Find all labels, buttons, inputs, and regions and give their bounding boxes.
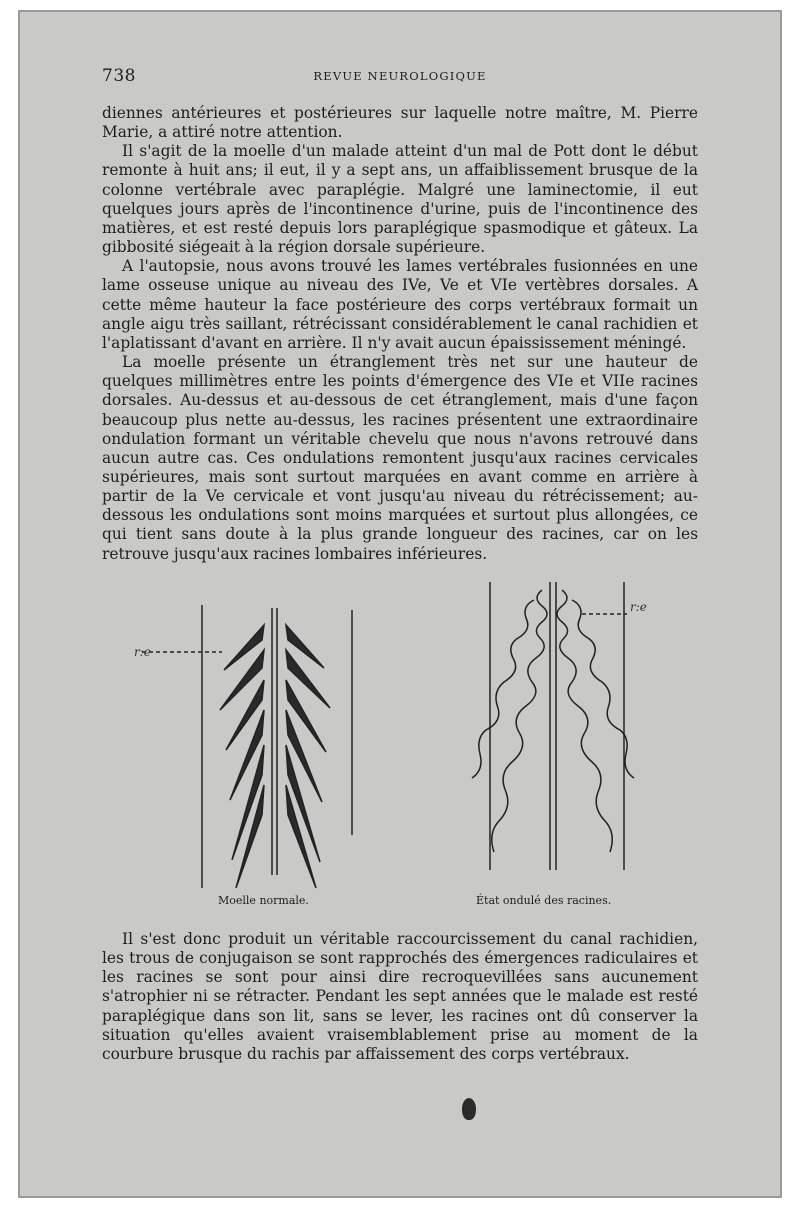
- figure-illustration: [102, 570, 698, 890]
- figure-wavy-roots: [472, 582, 634, 870]
- caption-normal-cord: Moelle normale.: [218, 894, 309, 907]
- ink-blot: [462, 1098, 476, 1120]
- page-number: 738: [102, 66, 136, 86]
- body-text-bottom: [102, 930, 698, 1064]
- paragraph-case-history: Il s'agit de la moelle d'un malade atteint d'un mal de Pott dont le début remonte à huit ans; il eut, il y a sept ans, un affaiblissement brusque de la colonne vertébrale avec paraplégie. Malgré une laminectomie, il eut quelques jours après de l'incontinence d'urine, puis de l'incontinence des matières, et est resté depuis lors paraplégique spasmodique et gâteux. La gibbosité siégeait à la région dorsale supérieure.: [102, 142, 698, 257]
- root-label-right: r:e: [630, 600, 647, 614]
- body-text-top: [102, 104, 698, 564]
- figure-normal-cord: [142, 605, 352, 888]
- root-label-left: r:e: [134, 645, 151, 659]
- paragraph-conclusion: Il s'est donc produit un véritable raccourcissement du canal rachidien, les trous de conjugaison se sont rapprochés des émergences radiculaires et les racines se sont pour ainsi dire recroquevillées sans aucunement s'atrophier ni se rétracter. Pendant les sept années que le malade est resté paraplégique dans son lit, sans se lever, les racines ont dû conserver la situation qu'elles avaient vraisemblablement prise au moment de la courbure brusque du rachis par affaissement des corps vertébraux.: [102, 930, 698, 1063]
- page-header: [102, 66, 698, 90]
- running-title: REVUE NEUROLOGIQUE: [313, 69, 487, 83]
- paragraph-autopsy: A l'autopsie, nous avons trouvé les lames vertébrales fusionnées en une lame osseuse unique au niveau des IVe, Ve et VIe vertèbres dorsales. A cette même hauteur la face postérieure des corps vertébraux formait un angle aigu très saillant, rétrécissant considérablement le canal rachidien et l'aplatissant d'avant en arrière. Il n'y avait aucun épaississement méningé.: [102, 257, 698, 352]
- paragraph-spinal-cord: La moelle présente un étranglement très net sur une hauteur de quelques millimètres entre les points d'émergence des VIe et VIIe racines dorsales. Au-dessus et au-dessous de cet étranglement, mais d'une façon beaucoup plus nette au-dessus, les racines présentent une extraordinaire ondulation formant un véritable chevelu que nous n'avons retrouvé dans aucun autre cas. Ces ondulations remontent jusqu'aux racines cervicales supérieures, mais sont surtout marquées en avant comme en arrière à partir de la Ve cervicale et vont jusqu'au niveau du rétrécissement; au-dessous les ondulations sont moins marquées et surtout plus allongées, ce qui tient sans doute à la plus grande longueur des racines, car on les retrouve jusqu'aux racines lombaires inférieures.: [102, 353, 698, 563]
- caption-wavy-roots: État ondulé des racines.: [476, 894, 612, 907]
- left-root-fans: [220, 625, 264, 888]
- paragraph-continued: diennes antérieures et postérieures sur laquelle notre maître, M. Pierre Marie, a attiré notre attention.: [102, 104, 698, 142]
- right-root-fans: [286, 625, 330, 888]
